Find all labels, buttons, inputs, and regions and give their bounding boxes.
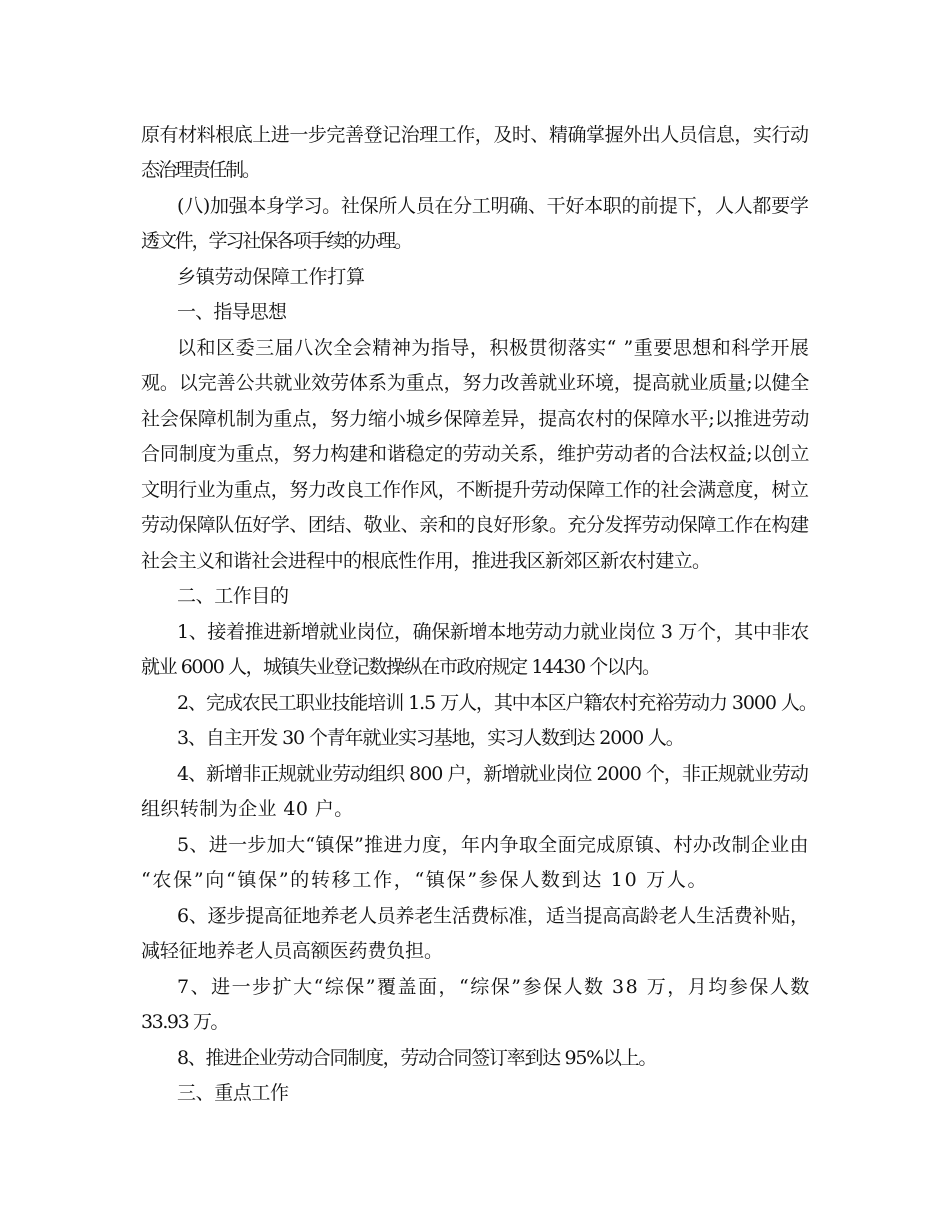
text-line: 5、进一步加大“镇保”推进力度，年内争取全面完成原镇、村办改制企业由 [177, 834, 809, 856]
text-line: “农保”向“镇保”的转移工作，“镇保”参保人数到达 10 万人。 [141, 869, 709, 891]
text-line: 3、自主开发 30 个青年就业实习基地，实习人数到达 2000 人。 [177, 727, 684, 749]
text-line: 减轻征地养老人员高额医药费负担。 [141, 940, 443, 962]
section-title: 乡镇劳动保障工作打算 [177, 266, 365, 288]
text-line: 组织转制为企业 40 户。 [141, 798, 354, 820]
text-line: 文明行业为重点，努力改良工作作风，不断提升劳动保障工作的社会满意度，树立 [141, 479, 809, 501]
text-line: 合同制度为重点，努力构建和谐稳定的劳动关系，维护劳动者的合法权益;以创立 [141, 443, 810, 465]
text-line: 劳动保障队伍好学、团结、敬业、亲和的良好形象。充分发挥劳动保障工作在构建 [141, 514, 809, 536]
text-line: 8、推进企业劳动合同制度，劳动合同签订率到达 95%以上。 [177, 1047, 657, 1069]
text-line: 透文件，学习社保各项手续的办理。 [141, 230, 411, 252]
text-line: 社会保障机制为重点，努力缩小城乡保障差异，提高农村的保障水平;以推进劳动 [141, 408, 810, 430]
text-line: 1、接着推进新增就业岗位，确保新增本地劳动力就业岗位 3 万个，其中非农 [177, 621, 809, 643]
text-line: (八)加强本身学习。社保所人员在分工明确、干好本职的前提下，人人都要学 [177, 195, 809, 217]
text-line: 原有材料根底上进一步完善登记治理工作，及时、精确掌握外出人员信息，实行动 [141, 124, 809, 146]
section-heading: 二、工作目的 [177, 585, 289, 607]
text-line: 社会主义和谐社会进程中的根底性作用，推进我区新郊区新农村建立。 [141, 550, 711, 572]
text-line: 就业 6000 人，城镇失业登记数操纵在市政府规定 14430 个以内。 [141, 656, 660, 678]
text-line: 4、新增非正规就业劳动组织 800 户，新增就业岗位 2000 个，非正规就业劳动 [177, 763, 808, 785]
text-line: 7、进一步扩大“综保”覆盖面，“综保”参保人数 38 万，月均参保人数 [177, 976, 811, 998]
text-line: 态治理责任制。 [141, 159, 259, 181]
text-line: 33.93 万。 [141, 1011, 229, 1033]
section-heading: 三、重点工作 [177, 1082, 289, 1104]
text-line: 以和区委三届八次全会精神为指导，积极贯彻落实“ ”重要思想和科学开展 [177, 337, 810, 359]
text-line: 观。以完善公共就业效劳体系为重点，努力改善就业环境，提高就业质量;以健全 [141, 372, 810, 394]
section-heading: 一、指导思想 [177, 301, 287, 323]
text-line: 6、逐步提高征地养老人员养老生活费标准，适当提高高龄老人生活费补贴， [177, 905, 809, 927]
text-line: 2、完成农民工职业技能培训 1.5 万人，其中本区户籍农村充裕劳动力 3000 人。 [177, 692, 817, 714]
